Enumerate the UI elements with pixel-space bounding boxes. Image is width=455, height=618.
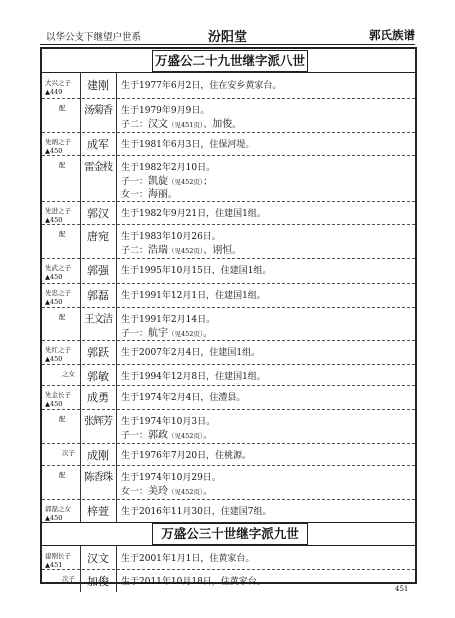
detail-line: 生于1977年6月2日，住在安乡黄家台。	[121, 81, 282, 91]
relation-label: 次子	[62, 575, 75, 583]
genealogy-entry	[42, 409, 415, 444]
relation-cell	[42, 307, 81, 340]
person-name: 雷金枝	[84, 161, 112, 173]
child-name: 郭政	[148, 430, 169, 441]
name-cell	[80, 340, 117, 364]
person-name: 郭磊	[87, 289, 109, 302]
generation-ref: ▲450	[45, 298, 63, 306]
relation-cell	[42, 258, 81, 283]
name-separator: 、	[203, 246, 213, 256]
name-cell	[80, 132, 117, 155]
relation-cell	[42, 73, 81, 98]
page-header-center: 汾阳堂	[207, 30, 247, 45]
relation-cell	[42, 364, 81, 385]
relation-label: 配	[59, 230, 66, 238]
name-cell	[80, 409, 117, 443]
children-label: 子一：	[121, 329, 149, 339]
person-name: 成军	[87, 138, 109, 151]
relation-label: 大兴之子	[45, 79, 71, 87]
children-line	[121, 482, 212, 497]
relation-cell	[42, 340, 81, 364]
name-cell	[80, 73, 117, 98]
detail-line: 生于1982年2月10日。	[121, 163, 216, 173]
generation-ref: ▲450	[45, 216, 63, 224]
relation-label: 先武之子	[45, 264, 71, 272]
children-label: 女一：	[121, 487, 149, 497]
genealogy-entry	[42, 546, 415, 570]
children-line	[121, 115, 241, 130]
genealogy-entry	[42, 98, 415, 133]
name-cell	[80, 307, 117, 340]
person-name: 唐宛	[87, 230, 109, 243]
name-cell	[80, 155, 117, 201]
relation-label: 先进之子	[45, 207, 71, 215]
relation-cell	[42, 201, 81, 224]
relation-label: 配	[59, 313, 66, 321]
relation-cell	[42, 465, 81, 499]
relation-label: 先忠之子	[45, 289, 71, 297]
section-title: 万盛公三十世继字派九世	[152, 523, 308, 545]
genealogy-entry	[42, 307, 415, 341]
section-title: 万盛公二十九世继字派八世	[152, 50, 308, 72]
name-cell	[80, 364, 117, 385]
relation-cell	[42, 155, 81, 201]
generation-ref: ▲450	[45, 400, 63, 408]
relation-label: 配	[59, 471, 66, 479]
detail-line: 生于1974年10月3日。	[121, 417, 216, 427]
person-name: 汤菊香	[84, 104, 112, 116]
relation-cell	[42, 409, 81, 443]
page-reference: （见452页）	[168, 330, 204, 338]
children-label: 子一：	[121, 177, 149, 187]
relation-cell	[42, 385, 81, 409]
name-cell	[80, 546, 117, 569]
name-cell	[80, 443, 117, 465]
name-cell	[80, 569, 117, 592]
children-suffix: 。	[203, 329, 213, 339]
relation-label: 配	[59, 161, 66, 169]
relation-cell	[42, 569, 81, 592]
child-name: 诩恒	[212, 245, 233, 256]
name-cell	[80, 385, 117, 409]
name-cell	[80, 258, 117, 283]
relation-label: 配	[59, 104, 66, 112]
children-suffix: 。	[203, 487, 213, 497]
page-reference: （见451页）	[168, 121, 204, 129]
generation-ref: ▲450	[45, 355, 63, 363]
children-line	[121, 241, 241, 256]
detail-line: 生于1983年10月26日。	[121, 232, 221, 242]
child-name: 美玲	[148, 486, 169, 497]
person-name: 陈香珠	[84, 471, 112, 483]
detail-line: 生于2007年2月4日，住建国1组。	[121, 348, 261, 358]
person-name: 梓萱	[87, 505, 109, 518]
detail-line: 生于1979年9月9日。	[121, 106, 210, 116]
children-label: 子一：	[121, 431, 149, 441]
page-number: 451	[395, 585, 409, 593]
relation-label: 建刚长子	[45, 552, 71, 560]
children-suffix: ；	[203, 177, 213, 187]
name-cell	[80, 499, 117, 522]
detail-line: 生于1982年9月21日，住建国1组。	[121, 209, 266, 219]
children-suffix: 。	[203, 431, 213, 441]
person-name: 成刚	[87, 449, 109, 462]
name-cell	[80, 465, 117, 499]
name-cell	[80, 283, 117, 307]
page-reference: （见452页）	[168, 247, 204, 255]
detail-line: 生于1995年10月15日，住建国1组。	[121, 266, 272, 276]
genealogy-entry	[42, 364, 415, 386]
relation-cell	[42, 224, 81, 258]
genealogy-entry	[42, 201, 415, 225]
children-suffix: 。	[232, 120, 242, 130]
detail-line: 生于1976年7月20日，住桃源。	[121, 451, 252, 461]
person-name: 王文洁	[84, 313, 112, 325]
detail-line: 生于2001年1月1日，住黄家台。	[121, 554, 255, 564]
detail-line: 生于1974年2月4日，住澧县。	[121, 393, 246, 403]
person-name: 建刚	[87, 79, 109, 92]
detail-line: 生于1991年12月1日，住建国1组。	[121, 291, 266, 301]
genealogy-entry	[42, 499, 415, 522]
name-separator: 、	[203, 120, 213, 130]
genealogy-entry	[42, 443, 415, 466]
child-name: 汉文	[148, 119, 169, 130]
generation-ref: ▲450	[45, 514, 63, 522]
genealogy-entry	[42, 465, 415, 500]
genealogy-entry	[42, 569, 415, 592]
generation-ref: ▲450	[45, 147, 63, 155]
page-reference: （见452页）	[168, 432, 204, 440]
genealogy-entry	[42, 385, 415, 410]
genealogy-entry	[42, 224, 415, 259]
detail-line: 生于2011年10月18日，住黄家台。	[121, 577, 266, 587]
detail-line: 生于1991年2月14日。	[121, 315, 216, 325]
generation-ref: ▲451	[45, 561, 63, 569]
children-line	[121, 324, 212, 339]
person-name: 郭跃	[87, 346, 109, 359]
page-reference: （见452页）	[168, 178, 204, 186]
child-name: 凯旋	[148, 176, 169, 187]
person-name: 加俊	[87, 575, 109, 588]
genealogy-entry	[42, 340, 415, 365]
detail-line: 生于1994年12月8日，住建国1组。	[121, 372, 266, 382]
genealogy-entry	[42, 283, 415, 308]
children-suffix: 。	[168, 190, 178, 200]
relation-label: 先红之子	[45, 346, 71, 354]
relation-label: 配	[59, 415, 66, 423]
person-name: 汉文	[87, 552, 109, 565]
generation-ref: ▲450	[45, 273, 63, 281]
relation-cell	[42, 443, 81, 465]
name-cell	[80, 224, 117, 258]
page-reference: （见452页）	[168, 488, 204, 496]
relation-label: 郭磊之女	[45, 505, 71, 513]
name-cell	[80, 98, 117, 132]
child-name: 航宇	[148, 328, 169, 339]
relation-label: 先炳之子	[45, 138, 71, 146]
relation-label: 次子	[62, 449, 75, 457]
detail-line: 生于1974年10月29日。	[121, 473, 221, 483]
header-rule	[40, 44, 415, 45]
genealogy-entry	[42, 132, 415, 156]
children-label: 子二：	[121, 120, 149, 130]
person-name: 郭强	[87, 264, 109, 277]
relation-label: 先金长子	[45, 391, 71, 399]
relation-cell	[42, 499, 81, 522]
genealogy-entry	[42, 155, 415, 202]
children-label: 女一：	[121, 190, 149, 200]
genealogy-entry	[42, 73, 415, 99]
relation-cell	[42, 98, 81, 132]
person-name: 郭敏	[87, 370, 109, 383]
relation-cell	[42, 132, 81, 155]
children-line	[121, 185, 177, 200]
detail-line: 生于2016年11月30日，住建国7组。	[121, 507, 272, 517]
children-line	[121, 426, 212, 441]
relation-cell	[42, 546, 81, 569]
child-name: 加俊	[212, 119, 233, 130]
name-cell	[80, 201, 117, 224]
generation-ref: ▲449	[45, 88, 63, 96]
child-name: 海丽	[148, 189, 169, 200]
page-header-left: 以华公支下继望户世系	[46, 32, 142, 43]
genealogy-entry	[42, 258, 415, 284]
child-name: 浩瑞	[148, 245, 169, 256]
person-name: 张辉芳	[84, 415, 112, 427]
relation-cell	[42, 283, 81, 307]
page-header-right: 郭氏族谱	[369, 28, 415, 42]
genealogy-table	[40, 47, 417, 588]
person-name: 郭汉	[87, 207, 109, 220]
person-name: 成勇	[87, 391, 109, 404]
relation-label: 之女	[62, 370, 75, 378]
children-suffix: 。	[232, 246, 242, 256]
children-label: 子二：	[121, 246, 149, 256]
detail-line: 生于1981年6月3日，住保河堤。	[121, 140, 255, 150]
